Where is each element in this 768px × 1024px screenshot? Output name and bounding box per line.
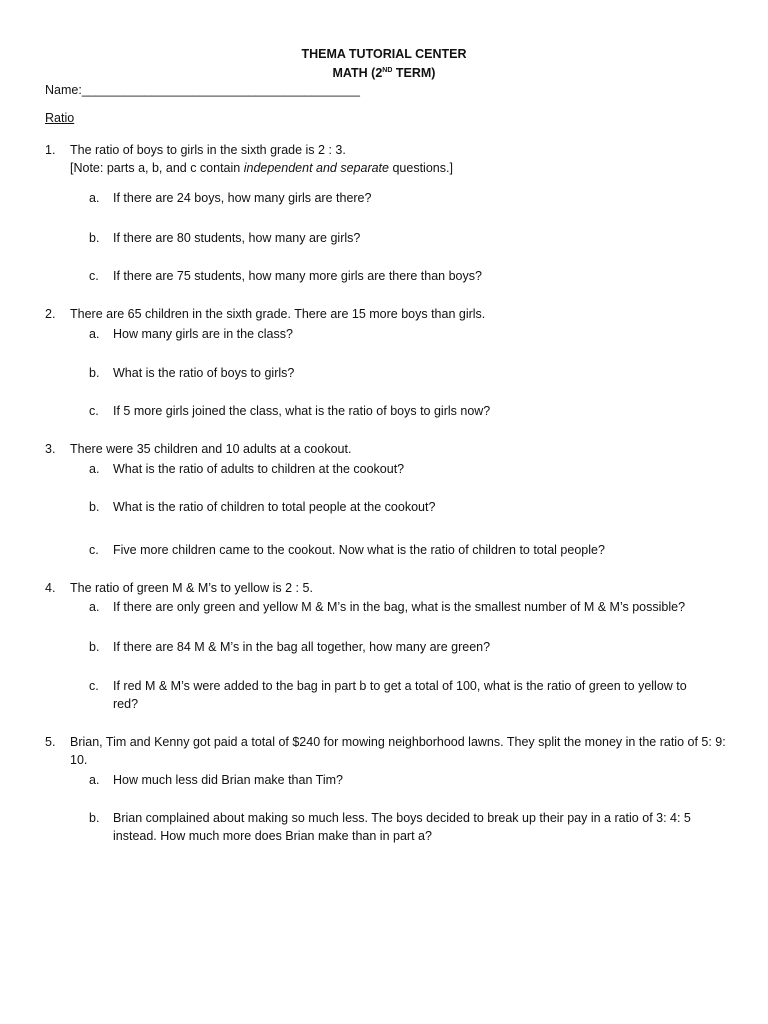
question-text: Brian, Tim and Kenny got paid a total of $240 for mowing neighborhood lawns. They split the money in the ratio of 5: 9: 10. (70, 735, 726, 767)
part-text: What is the ratio of adults to children at the cookout? (113, 462, 405, 476)
part-text: What is the ratio of children to total people at the cookout? (113, 500, 436, 514)
part-letter: c. (89, 269, 99, 283)
part-letter: a. (89, 773, 100, 787)
part-text: If red M & M’s were added to the bag in part b to get a total of 100, what is the ratio of green to yellow to red? (113, 679, 687, 711)
question-2 (45, 305, 735, 323)
part-letter: a. (89, 191, 100, 205)
part-letter: b. (89, 366, 100, 380)
part-letter: a. (89, 600, 100, 614)
part-letter: a. (89, 327, 100, 341)
part-letter: c. (89, 404, 99, 418)
part-text: Five more children came to the cookout. Now what is the ratio of children to total people? (113, 543, 605, 557)
question-text: There were 35 children and 10 adults at a cookout. (70, 442, 352, 456)
question-4-part-c (89, 677, 709, 713)
note-suffix: questions.] (388, 161, 453, 175)
question-1-part-b (89, 229, 709, 247)
question-note (70, 159, 735, 177)
part-text: How many girls are in the class? (113, 327, 293, 341)
question-1-part-a (89, 189, 709, 207)
question-2-part-b (89, 364, 709, 382)
part-text: What is the ratio of boys to girls? (113, 366, 295, 380)
part-text: If there are 75 students, how many more girls are there than boys? (113, 269, 482, 283)
part-text: If 5 more girls joined the class, what is the ratio of boys to girls now? (113, 404, 491, 418)
question-2-part-a (89, 325, 709, 343)
question-4 (45, 579, 735, 597)
question-3-part-c (89, 541, 709, 559)
question-4-part-b (89, 638, 709, 656)
question-2-part-c (89, 402, 709, 420)
part-letter: a. (89, 462, 100, 476)
part-text: If there are 84 M & M’s in the bag all together, how many are green? (113, 640, 491, 654)
question-number: 1. (45, 143, 56, 157)
section-title: Ratio (45, 111, 75, 125)
question-1-part-c (89, 267, 709, 285)
name-line: Name:________________________________________ (45, 83, 360, 97)
question-5-part-a (89, 771, 709, 789)
subtitle-suffix: TERM) (392, 66, 436, 80)
question-text: The ratio of boys to girls in the sixth grade is 2 : 3. (70, 143, 346, 157)
part-letter: b. (89, 500, 100, 514)
question-5 (45, 733, 735, 769)
question-number: 3. (45, 442, 56, 456)
part-letter: b. (89, 640, 100, 654)
question-3-part-a (89, 460, 709, 478)
question-number: 2. (45, 307, 56, 321)
part-letter: b. (89, 811, 100, 825)
part-letter: c. (89, 543, 99, 557)
note-prefix: [Note: parts a, b, and c contain (70, 161, 244, 175)
part-text: If there are 80 students, how many are girls? (113, 231, 361, 245)
part-text: Brian complained about making so much less. The boys decided to break up their pay in a ratio of 3: 4: 5 instead. How much more does Brian make than in part a? (113, 811, 691, 843)
question-3-part-b (89, 498, 709, 516)
subtitle-superscript: ND (382, 67, 393, 74)
question-number: 4. (45, 581, 56, 595)
question-4-part-a (89, 598, 709, 616)
part-text: If there are only green and yellow M & M’s in the bag, what is the smallest number of M & M’s possible? (113, 600, 686, 614)
question-text: The ratio of green M & M’s to yellow is 2 : 5. (70, 581, 313, 595)
worksheet-title: THEMA TUTORIAL CENTER (301, 47, 467, 61)
note-italic: independent and separate (243, 161, 389, 175)
part-text: If there are 24 boys, how many girls are there? (113, 191, 372, 205)
question-5-part-b (89, 809, 709, 845)
subtitle-prefix: MATH (2 (332, 66, 383, 80)
part-letter: c. (89, 679, 99, 693)
worksheet-subtitle (0, 66, 768, 80)
question-text: There are 65 children in the sixth grade. There are 15 more boys than girls. (70, 307, 486, 321)
part-letter: b. (89, 231, 100, 245)
question-1 (45, 141, 735, 177)
question-3 (45, 440, 735, 458)
question-number: 5. (45, 735, 56, 749)
part-text: How much less did Brian make than Tim? (113, 773, 343, 787)
